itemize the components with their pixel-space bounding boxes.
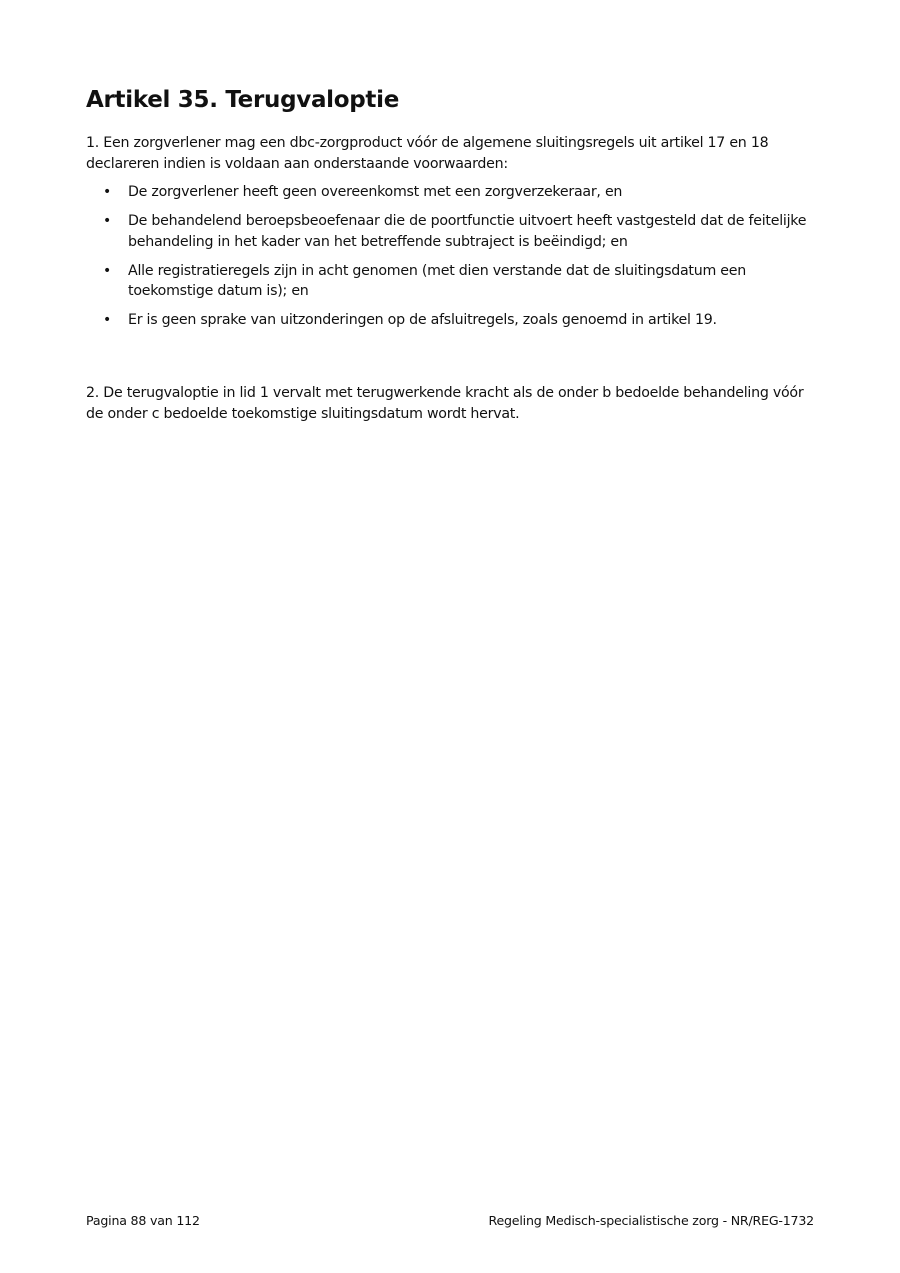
bullet-icon: • (103, 262, 112, 279)
page-title: Artikel 35. Terugvaloptie (86, 87, 399, 113)
document-reference: Regeling Medisch-specialistische zorg - NR/REG-1732 (488, 1213, 814, 1228)
list-item (103, 310, 818, 331)
paragraph-1: 1. Een zorgverlener mag een dbc-zorgproduct vóór de algemene sluitingsregels uit artikel 17 en 18 declareren indien is voldaan aan onderstaande voorwaarden: (86, 135, 769, 172)
list-item (103, 182, 818, 203)
bullet-icon: • (103, 312, 112, 328)
bullet-icon: • (103, 213, 112, 229)
bullet-icon: • (103, 184, 112, 200)
list-item (103, 261, 818, 302)
list-item-text: Er is geen sprake van uitzonderingen op de afsluitregels, zoals genoemd in artikel 19. (128, 312, 717, 328)
list-item (103, 211, 818, 252)
page-number: Pagina 88 van 112 (86, 1213, 200, 1228)
list-item-text: Alle registratieregels zijn in acht genomen (met dien verstande dat de sluitingsdatum een toekomstige datum is); en (128, 262, 746, 299)
paragraph-2: 2. De terugvaloptie in lid 1 vervalt met terugwerkende kracht als de onder b bedoelde behandeling vóór de onder c bedoelde toekomstige sluitingsdatum wordt hervat. (86, 385, 804, 422)
list-item-text: De zorgverlener heeft geen overeenkomst met een zorgverzekeraar, en (128, 184, 623, 200)
conditions-list (0, 182, 900, 339)
list-item-text: De behandelend beroepsbeoefenaar die de poortfunctie uitvoert heeft vastgesteld dat de feitelijke behandeling in het kader van het betreffende subtraject is beëindigd; en (128, 213, 807, 250)
